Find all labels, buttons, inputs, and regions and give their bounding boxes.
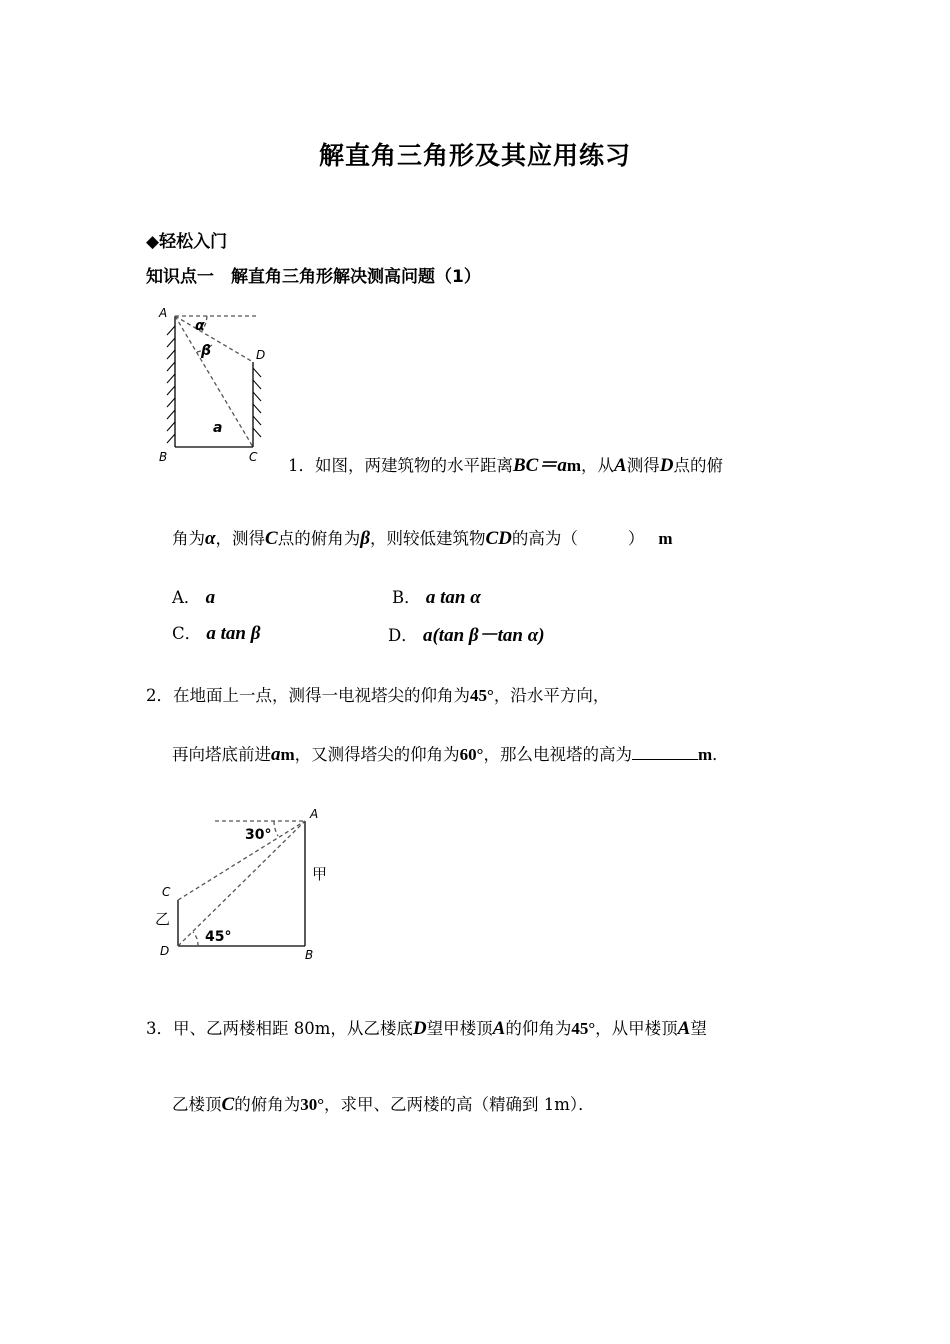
fig2-label-yi: 乙: [155, 910, 171, 928]
fig2-label-d: D: [160, 944, 170, 958]
q1-number: 1．: [288, 456, 315, 475]
q1-option-d[interactable]: D． a(tan β－tan α): [388, 625, 545, 646]
section-heading: ◆轻松入门: [146, 232, 228, 252]
question-2-line-2: 再向塔底前进am，又测得塔尖的仰角为60°，那么电视塔的高为 m．: [172, 744, 729, 765]
figure-1-buildings: [150, 300, 280, 470]
q1-option-b[interactable]: B． a tan α: [392, 587, 481, 608]
question-3-line-1: 3．甲、乙两楼相距 80m，从乙楼底D望甲楼顶A的仰角为45°，从甲楼顶A望: [146, 1018, 707, 1039]
q3-number: 3．: [146, 1019, 173, 1038]
fig1-label-b: B: [159, 450, 168, 464]
figure-2-towers: [150, 800, 340, 970]
answer-blank[interactable]: [632, 745, 698, 760]
fig1-label-a: A: [159, 306, 168, 320]
q1-option-c[interactable]: C． a tan β: [172, 623, 261, 644]
question-1-line-1: 1．如图，两建筑物的水平距离BC＝am，从A测得D点的俯: [288, 455, 723, 476]
q1-option-a[interactable]: A． a: [172, 587, 216, 608]
fig2-label-b: B: [305, 948, 314, 962]
fig2-label-angle-45: 45°: [205, 929, 232, 945]
q2-number: 2．: [146, 686, 173, 705]
fig1-label-c: C: [249, 450, 258, 464]
page-title: 解直角三角形及其应用练习: [318, 141, 631, 170]
fig2-label-c: C: [162, 885, 171, 899]
knowledge-point-heading: 知识点一 解直角三角形解决测高问题（1）: [146, 267, 481, 287]
question-1-line-2: 角为α，测得C点的俯角为β，则较低建筑物CD的高为（ ） m: [172, 528, 673, 549]
fig1-label-a-length: a: [213, 420, 223, 436]
fig2-label-a: A: [310, 807, 319, 821]
question-2-line-1: 2．在地面上一点，测得一电视塔尖的仰角为45°，沿水平方向，: [146, 686, 610, 705]
fig1-label-beta: β: [201, 343, 212, 359]
math-bc-equals-a: BC＝a: [513, 455, 567, 476]
fig1-label-alpha: α: [195, 318, 205, 334]
fig2-label-jia: 甲: [312, 865, 328, 883]
fig2-label-angle-30: 30°: [245, 827, 272, 843]
question-3-line-2: 乙楼顶C的俯角为30°，求甲、乙两楼的高（精确到 1m）．: [172, 1094, 595, 1115]
fig1-label-d: D: [256, 348, 266, 362]
